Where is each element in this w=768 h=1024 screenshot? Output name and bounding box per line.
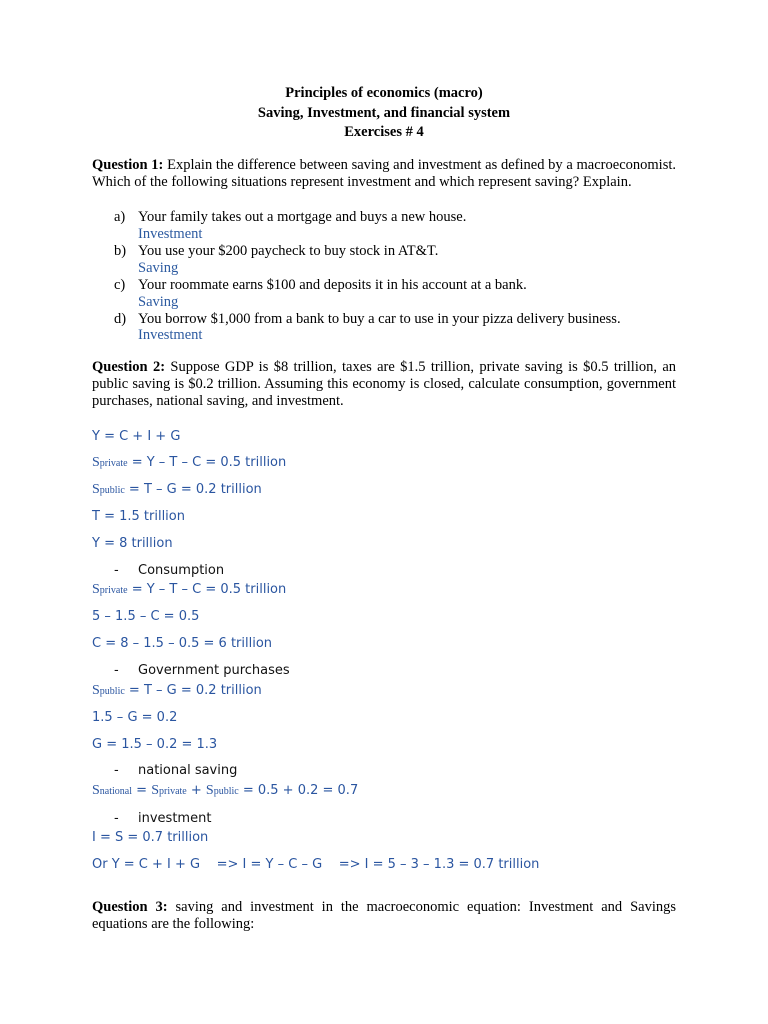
equation-private-saving-2	[92, 582, 286, 599]
equation-taxes: T = 1.5 trillion	[92, 509, 185, 524]
item-text: Your family takes out a mortgage and buys a new house.	[138, 209, 467, 225]
question-1	[92, 157, 676, 191]
item-text: Your roommate earns $100 and deposits it in his account at a bank.	[138, 277, 527, 293]
bullet-government-purchases	[114, 663, 290, 679]
question-2	[92, 359, 676, 410]
bullet-label: Consumption	[138, 563, 225, 578]
exercise-number: Exercises # 4	[344, 124, 424, 140]
saving-symbol: S	[92, 482, 100, 497]
bullet-dash: -	[114, 563, 119, 578]
saving-symbol: S	[92, 582, 100, 597]
answer-d: Investment	[138, 327, 203, 343]
bullet-investment	[114, 811, 211, 827]
saving-symbol: S	[92, 455, 100, 470]
answer-a: Investment	[138, 226, 203, 242]
bullet-consumption	[114, 563, 224, 579]
bullet-label: national saving	[138, 763, 238, 778]
saving-symbol: S	[151, 783, 159, 798]
subscript-public: public	[99, 485, 125, 496]
subscript-public: public	[99, 686, 125, 697]
answer-b: Saving	[138, 260, 179, 276]
question-1-text: Explain the difference between saving and investment as defined by a macroeconomist. Which of the following situations represent investment and which represent saving? Explain.	[92, 157, 676, 190]
bullet-dash: -	[114, 663, 119, 678]
question-3-label: Question 3:	[92, 899, 168, 915]
subscript-private: private	[158, 786, 187, 797]
saving-symbol: S	[92, 783, 100, 798]
equals-sign: =	[132, 783, 152, 798]
question-3-text: saving and investment in the macroeconomic equation: Investment and Savings equations are the following:	[92, 899, 676, 932]
question-1-item-a	[114, 209, 466, 226]
course-title: Principles of economics (macro)	[285, 85, 483, 101]
question-1-item-b	[114, 243, 438, 260]
plus-sign: +	[186, 783, 206, 798]
bullet-label: investment	[138, 811, 212, 826]
subscript-national: national	[99, 786, 133, 797]
question-2-text: Suppose GDP is $8 trillion, taxes are $1.5 trillion, private saving is $0.5 trillion, an public saving is $0.2 trillion. Assuming this economy is closed, calculate consumption, government purchases, national saving, and investment.	[92, 359, 677, 409]
question-1-item-d	[114, 311, 621, 328]
equation-investment: I = S = 0.7 trillion	[92, 830, 209, 845]
equation-rest: = Y – T – C = 0.5 trillion	[127, 582, 287, 597]
saving-symbol: S	[205, 783, 214, 798]
question-3	[92, 899, 676, 933]
equation-public-saving-2	[92, 683, 262, 700]
bullet-label: Government purchases	[138, 663, 290, 678]
item-letter: b)	[114, 243, 127, 259]
question-1-item-c	[114, 277, 527, 294]
item-letter: a)	[114, 209, 126, 225]
saving-symbol: S	[92, 683, 100, 698]
equation-consumption-step: 5 – 1.5 – C = 0.5	[92, 609, 200, 624]
equation-national-saving	[92, 783, 358, 800]
topic-title: Saving, Investment, and financial system	[257, 105, 511, 121]
question-1-label: Question 1:	[92, 157, 164, 173]
bullet-national-saving	[114, 763, 237, 779]
item-letter: c)	[114, 277, 126, 293]
equation-rest: = T – G = 0.2 trillion	[124, 482, 262, 497]
subscript-public: public	[213, 786, 239, 797]
bullet-dash: -	[114, 811, 119, 826]
equation-public-saving	[92, 482, 262, 499]
equation-private-saving	[92, 455, 286, 472]
equation-gdp-identity: Y = C + I + G	[92, 429, 181, 444]
item-text: You borrow $1,000 from a bank to buy a car to use in your pizza delivery business.	[138, 311, 621, 327]
equation-government-result: G = 1.5 – 0.2 = 1.3	[92, 737, 218, 752]
equation-government-step: 1.5 – G = 0.2	[92, 710, 178, 725]
equation-gdp: Y = 8 trillion	[92, 536, 173, 551]
item-text: You use your $200 paycheck to buy stock in AT&T.	[138, 243, 439, 259]
subscript-private: private	[99, 458, 128, 469]
bullet-dash: -	[114, 763, 119, 778]
equation-rest: = Y – T – C = 0.5 trillion	[127, 455, 287, 470]
equation-investment-alternative: Or Y = C + I + G => I = Y – C – G => I = 5 – 3 – 1.3 = 0.7 trillion	[92, 857, 540, 872]
subscript-private: private	[99, 585, 128, 596]
item-letter: d)	[114, 311, 127, 327]
question-2-label: Question 2:	[92, 359, 166, 375]
answer-c: Saving	[138, 294, 179, 310]
equation-consumption-result: C = 8 – 1.5 – 0.5 = 6 trillion	[92, 636, 273, 651]
equation-rest: = 0.5 + 0.2 = 0.7	[238, 783, 359, 798]
equation-rest: = T – G = 0.2 trillion	[124, 683, 262, 698]
